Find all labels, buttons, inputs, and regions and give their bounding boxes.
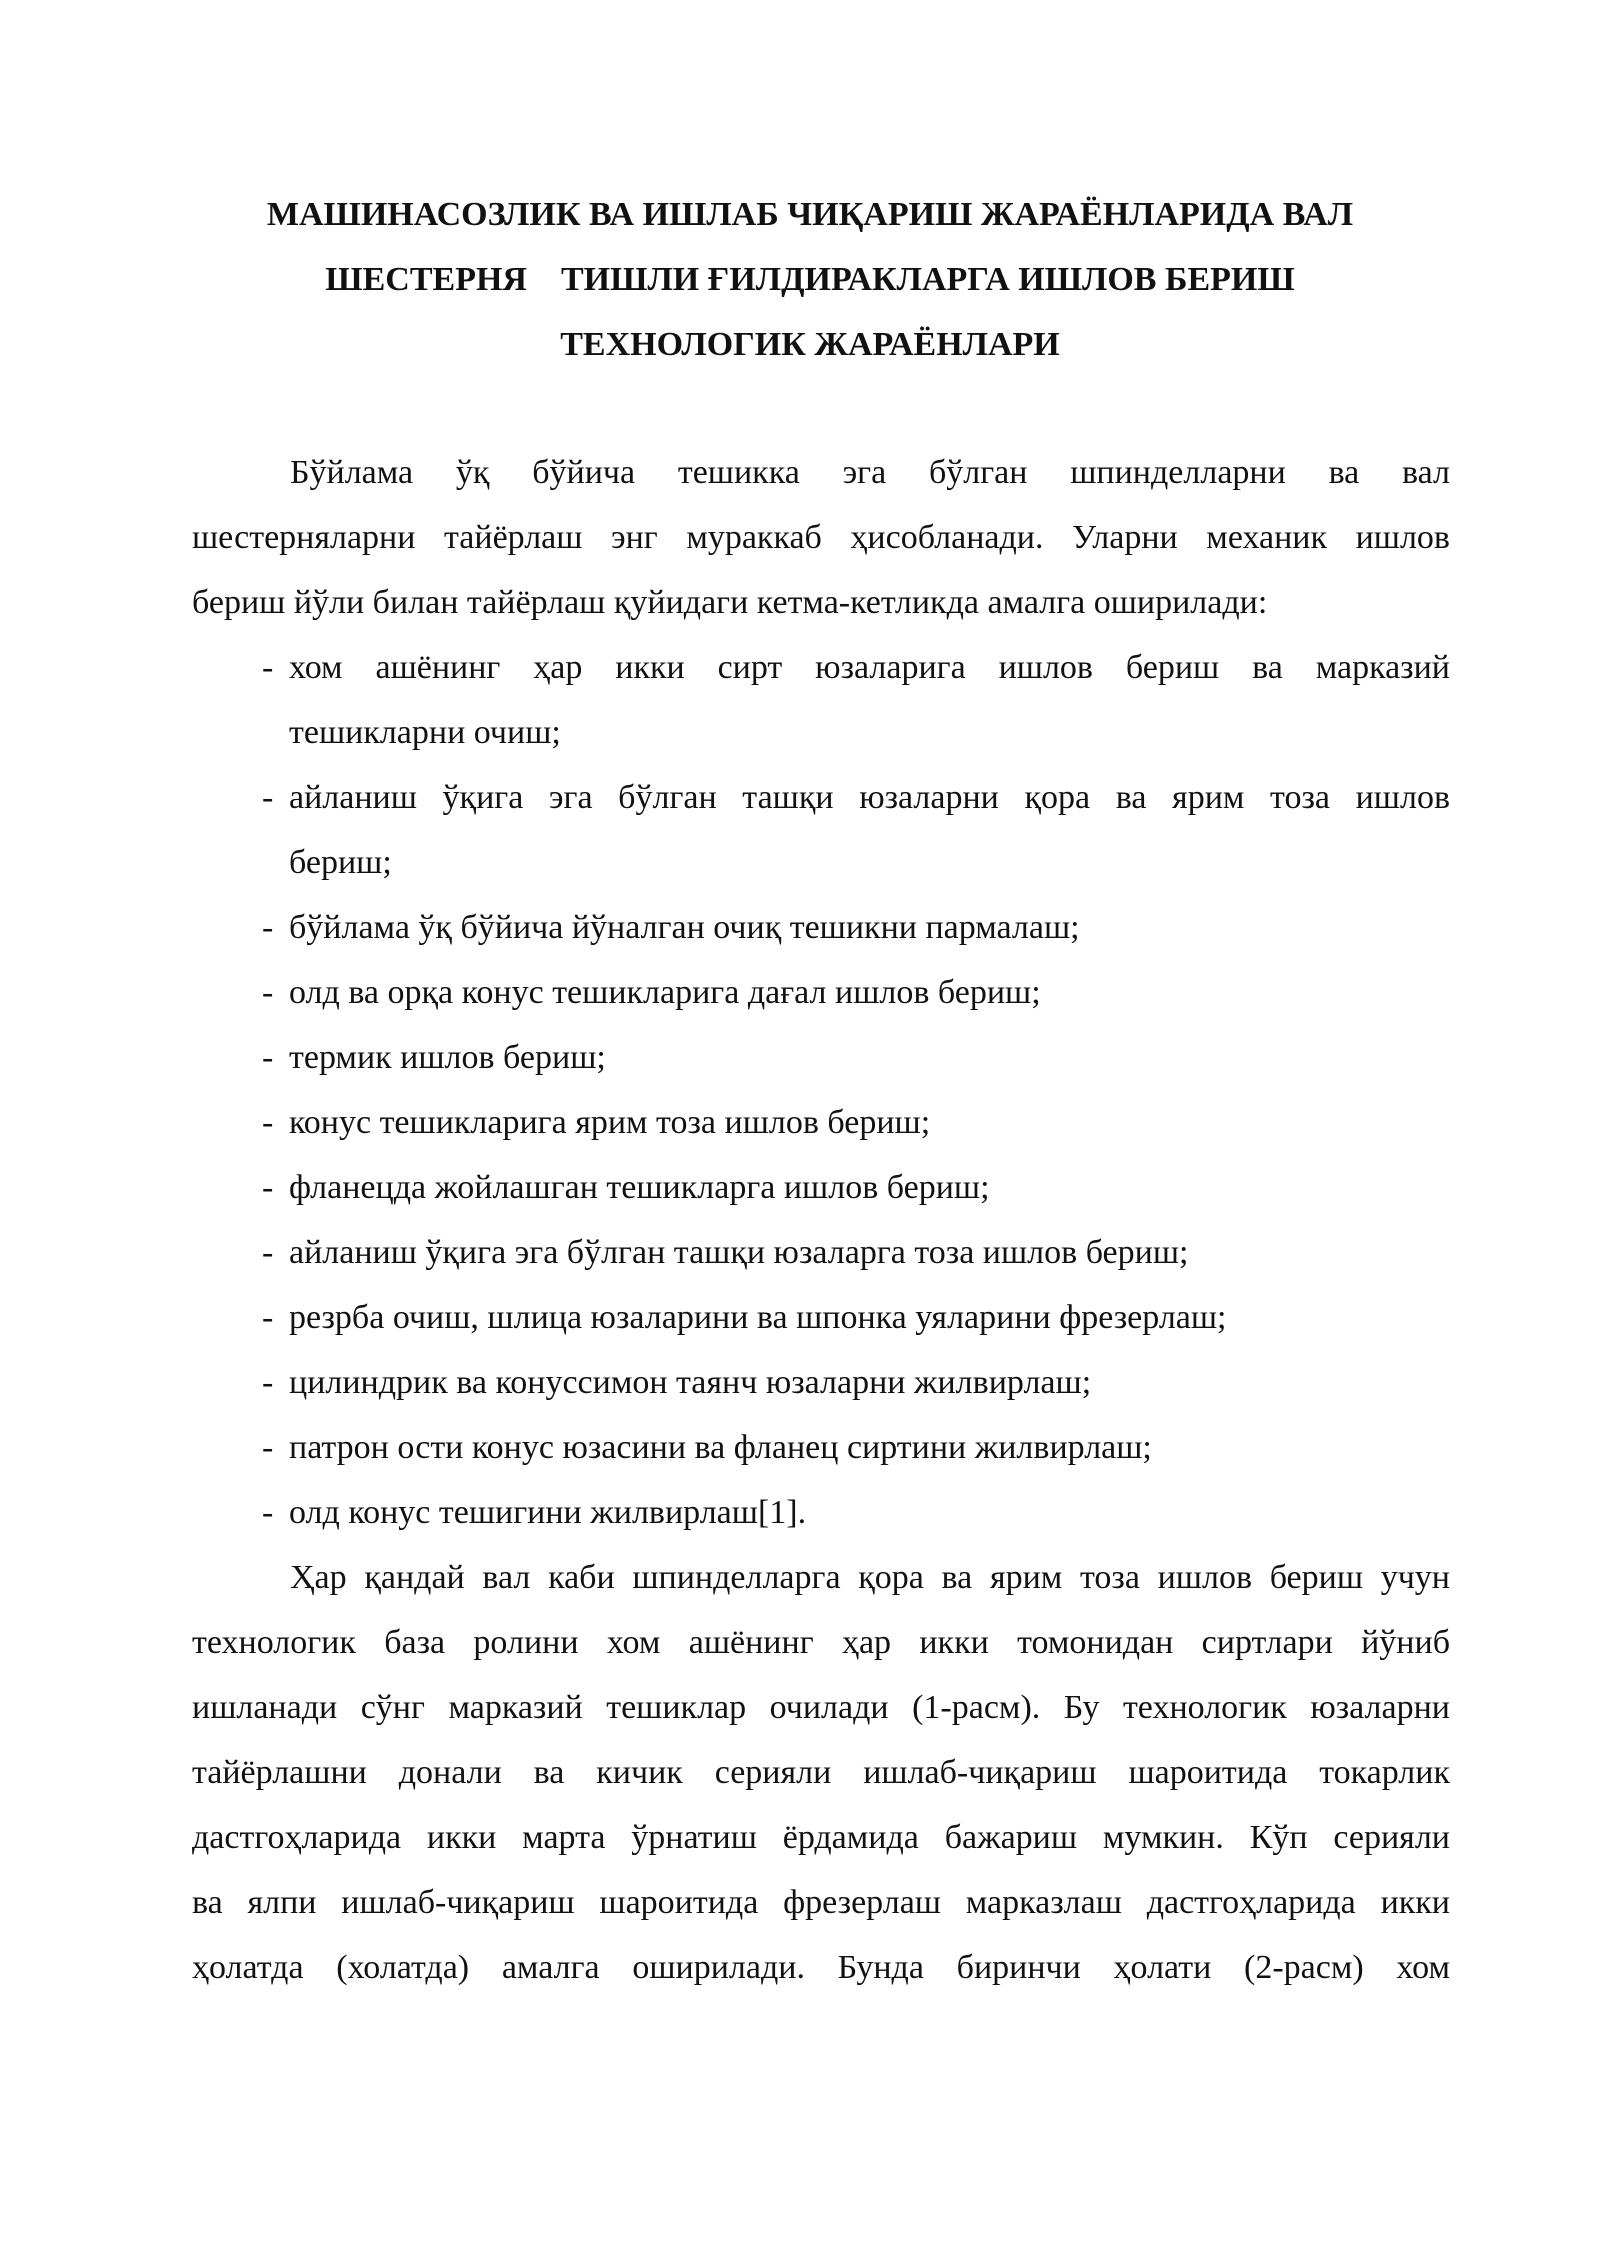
- list-item: [192, 1415, 1450, 1480]
- list-item-line: тешикларни очиш;: [289, 714, 561, 751]
- document-title: [190, 182, 1430, 377]
- list-dash: -: [262, 1299, 274, 1336]
- list-item-line: бўйлама ўқ бўйича йўналган очиқ тешикни пармалаш;: [289, 909, 1080, 946]
- paragraph-line-7: ҳолатда (холатда) амалга оширилади. Бунда биринчи ҳолати (2-расм) хом: [192, 1949, 1450, 1986]
- list-item: [192, 960, 1450, 1025]
- list-item: [192, 1025, 1450, 1090]
- title-line-1: МАШИНАСОЗЛИК ВА ИШЛАБ ЧИҚАРИШ ЖАРАЁНЛАРИДА ВАЛ: [266, 196, 1354, 233]
- list-item: [192, 635, 1450, 765]
- list-item: [192, 1350, 1450, 1415]
- paragraph-line-2: технологик база ролини хом ашёнинг ҳар икки томонидан сиртлари йўниб: [192, 1624, 1450, 1661]
- list-item-line: айланиш ўқига эга бўлган ташқи юзаларни қора ва ярим тоза ишлов: [289, 779, 1450, 816]
- list-item-line: бериш;: [289, 844, 392, 881]
- paragraph-line-5: дастгоҳларида икки марта ўрнатиш ёрдамида бажариш мумкин. Кўп серияли: [192, 1819, 1450, 1856]
- list-item-line: термик ишлов бериш;: [289, 1039, 606, 1076]
- list-item-line: конус тешикларига ярим тоза ишлов бериш;: [289, 1104, 931, 1141]
- list-item-line: патрон ости конус юзасини ва фланец сиртини жилвирлаш;: [289, 1429, 1152, 1466]
- list-item-line: олд ва орқа конус тешикларига дағал ишлов бериш;: [289, 974, 1041, 1011]
- list-dash: -: [262, 974, 274, 1011]
- list-item: [192, 1090, 1450, 1155]
- list-item: [192, 1155, 1450, 1220]
- paragraph-line-6: ва ялпи ишлаб-чиқариш шароитида фрезерлаш марказлаш дастгоҳларида икки: [192, 1884, 1450, 1921]
- list-item-line: резрба очиш, шлица юзаларини ва шпонка уяларини фрезерлаш;: [289, 1299, 1227, 1336]
- list-item-line: фланецда жойлашган тешикларга ишлов бериш;: [289, 1169, 990, 1206]
- list-item: [192, 1480, 1450, 1545]
- paragraph-line-3: ишланади сўнг марказий тешиклар очилади (1-расм). Бу технологик юзаларни: [192, 1689, 1450, 1726]
- intro-line-3: бериш йўли билан тайёрлаш қуйидаги кетма-кетликда амалга оширилади:: [192, 584, 1268, 621]
- list-dash: -: [262, 1234, 274, 1271]
- list-item-line: цилиндрик ва конуссимон таянч юзаларни жилвирлаш;: [289, 1364, 1092, 1401]
- intro-paragraph: [192, 440, 1450, 635]
- second-paragraph: [192, 1545, 1450, 2000]
- title-line-2: ШЕСТЕРНЯ ТИШЛИ ҒИЛДИРАКЛАРГА ИШЛОВ БЕРИШ: [325, 261, 1295, 298]
- list-item-line: олд конус тешигини жилвирлаш[1].: [289, 1494, 807, 1531]
- title-line-3: ТЕХНОЛОГИК ЖАРАЁНЛАРИ: [560, 326, 1060, 363]
- list-item: [192, 765, 1450, 895]
- list-dash: -: [262, 1039, 274, 1076]
- list-dash: -: [262, 1169, 274, 1206]
- list-dash: -: [262, 909, 274, 946]
- paragraph-line-1: Ҳар қандай вал каби шпинделларга қора ва ярим тоза ишлов бериш учун: [290, 1559, 1450, 1596]
- list-dash: -: [262, 1364, 274, 1401]
- process-steps-list: [192, 635, 1450, 1545]
- list-dash: -: [262, 1429, 274, 1466]
- list-item-line: айланиш ўқига эга бўлган ташқи юзаларга тоза ишлов бериш;: [289, 1234, 1189, 1271]
- intro-line-2: шестерняларни тайёрлаш энг мураккаб ҳисобланади. Уларни механик ишлов: [192, 519, 1450, 556]
- list-item: [192, 1220, 1450, 1285]
- list-item: [192, 1285, 1450, 1350]
- list-item: [192, 895, 1450, 960]
- document-body: [192, 440, 1450, 2000]
- list-dash: -: [262, 1494, 274, 1531]
- list-dash: -: [262, 649, 274, 686]
- paragraph-line-4: тайёрлашни донали ва кичик серияли ишлаб-чиқариш шароитида токарлик: [192, 1754, 1450, 1791]
- list-item-line: хом ашёнинг ҳар икки сирт юзаларига ишлов бериш ва марказий: [289, 649, 1450, 686]
- list-dash: -: [262, 1104, 274, 1141]
- list-dash: -: [262, 779, 274, 816]
- intro-line-1: Бўйлама ўқ бўйича тешикка эга бўлган шпинделларни ва вал: [290, 454, 1450, 491]
